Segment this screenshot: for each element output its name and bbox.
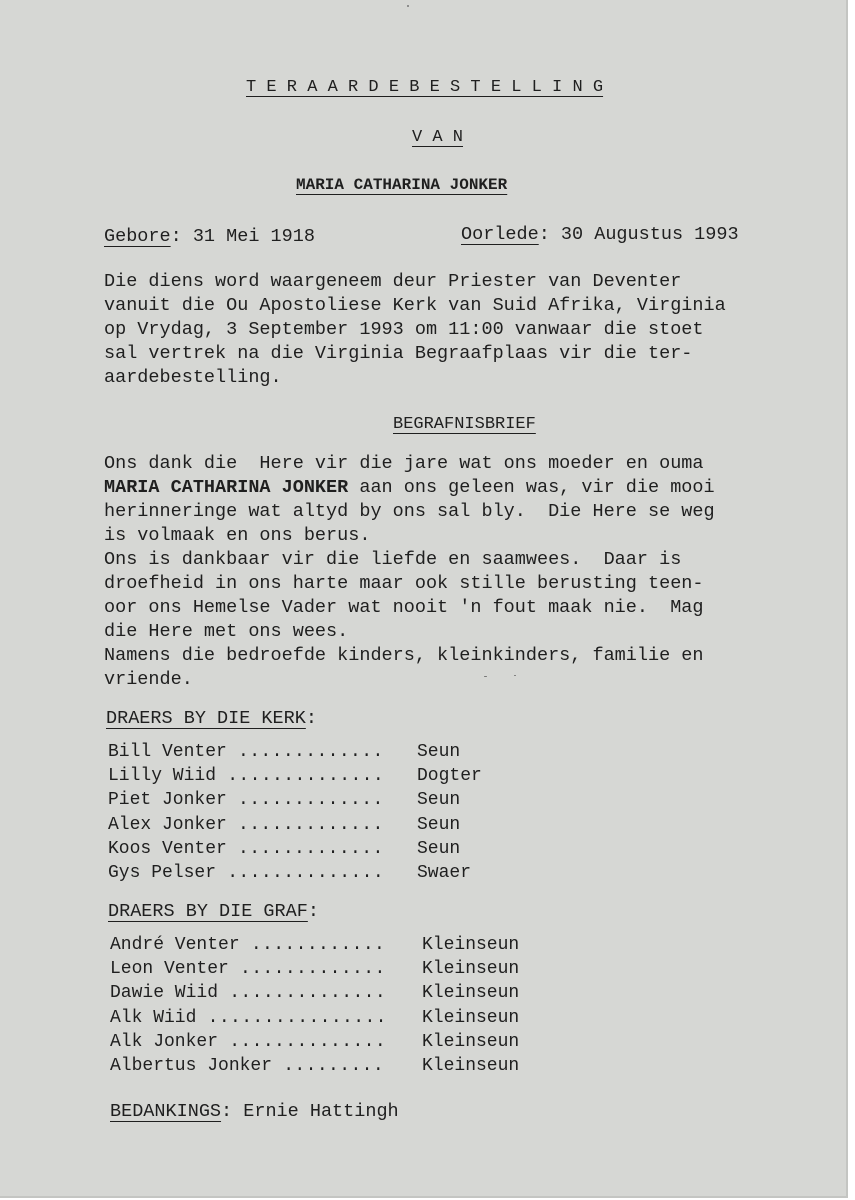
bearer-relation: Kleinseun	[422, 959, 520, 980]
letter-line: oor ons Hemelse Vader wat nooit 'n fout maak nie. Mag	[104, 597, 704, 618]
letter-line	[104, 476, 824, 500]
leader-dots: .............	[228, 959, 386, 980]
grave-bearers-heading-text: DRAERS BY DIE GRAF	[108, 901, 308, 922]
letter-line: Ons is dankbaar vir die liefde en saamwees. Daar is	[104, 549, 682, 570]
leader-dots: ................	[196, 1007, 387, 1028]
van-heading: V A N	[412, 128, 464, 147]
paper-speck	[514, 675, 516, 676]
church-bearers-heading-text: DRAERS BY DIE KERK	[106, 708, 306, 729]
death-date	[461, 223, 739, 247]
bearer-name: Gys Pelser	[108, 862, 217, 883]
bearer-row	[108, 837, 461, 861]
letter-deceased-name: MARIA CATHARINA JONKER	[104, 477, 349, 498]
service-line: aardebestelling.	[104, 367, 282, 388]
paper-speck	[484, 676, 487, 677]
letter-line-rest: aan ons geleen was, vir die mooi	[348, 477, 715, 498]
paper-speck	[407, 5, 409, 7]
bearer-name: Bill Venter	[108, 742, 227, 762]
bearer-relation: Dogter	[417, 766, 482, 787]
bearer-row	[110, 1006, 520, 1030]
bearer-row	[108, 813, 461, 837]
bearer-name: Alex Jonker	[108, 814, 227, 835]
bearer-row	[108, 740, 461, 764]
acknowledgements-value: : Ernie Hattingh	[221, 1101, 399, 1122]
bearer-name: Alk Wiid	[110, 1007, 197, 1028]
bearer-relation: Kleinseun	[422, 1031, 520, 1052]
death-value: : 30 Augustus 1993	[538, 224, 739, 245]
leader-dots: ..............	[218, 983, 387, 1004]
letter-line: Ons dank die Here vir die jare wat ons moeder en ouma	[104, 453, 704, 474]
heading-colon: :	[305, 708, 317, 729]
letter-heading: BEGRAFNISBRIEF	[393, 415, 536, 434]
church-bearers-heading	[106, 707, 317, 731]
bearer-row	[110, 1030, 520, 1054]
service-line: Die diens word waargeneem deur Priester van Deventer	[104, 271, 682, 292]
leader-dots: ............	[239, 935, 386, 955]
leader-dots: .............	[226, 790, 384, 811]
bearer-name: Koos Venter	[108, 838, 227, 859]
bearer-relation: Kleinseun	[422, 935, 520, 955]
bearer-row	[108, 788, 461, 812]
bearer-name: Piet Jonker	[108, 790, 227, 811]
birth-label: Gebore	[104, 226, 171, 247]
church-bearers-list	[108, 740, 482, 885]
bearer-relation: Swaer	[417, 862, 472, 883]
letter-paragraph	[104, 452, 824, 692]
bearer-relation: Kleinseun	[422, 983, 520, 1004]
bearer-name: Dawie Wiid	[110, 983, 219, 1004]
letter-line: vriende.	[104, 669, 193, 690]
grave-bearers-list	[110, 933, 520, 1078]
service-line: vanuit die Ou Apostoliese Kerk van Suid Afrika, Virginia	[104, 295, 726, 316]
acknowledgements-label: BEDANKINGS	[110, 1101, 222, 1122]
bearer-name: Alk Jonker	[110, 1031, 219, 1052]
birth-value: : 31 Mei 1918	[170, 226, 315, 247]
bearer-row	[110, 981, 520, 1005]
bearer-relation: Kleinseun	[422, 1007, 520, 1028]
service-line: op Vrydag, 3 September 1993 om 11:00 vanwaar die stoet	[104, 319, 704, 340]
leader-dots: .............	[226, 742, 384, 762]
grave-bearers-heading	[108, 900, 319, 924]
bearer-relation: Kleinseun	[422, 1055, 520, 1076]
leader-dots: ..............	[216, 766, 385, 787]
leader-dots: .........	[272, 1055, 385, 1076]
bearer-row	[108, 861, 472, 885]
letter-line: droefheid in ons harte maar ook stille berusting teen-	[104, 573, 704, 594]
bearer-row	[110, 957, 520, 981]
leader-dots: .............	[226, 814, 384, 835]
leader-dots: ..............	[216, 862, 385, 883]
bearer-relation: Seun	[417, 790, 461, 811]
letter-line: is volmaak en ons berus.	[104, 525, 371, 546]
birth-date	[104, 225, 315, 249]
bearer-row	[108, 764, 482, 788]
bearer-relation: Seun	[417, 742, 461, 762]
bearer-row	[110, 933, 520, 957]
service-paragraph	[104, 270, 824, 390]
letter-line: Namens die bedroefde kinders, kleinkinders, familie en	[104, 645, 704, 666]
bearer-relation: Seun	[417, 838, 461, 859]
deceased-name: MARIA CATHARINA JONKER	[296, 176, 508, 194]
acknowledgements	[110, 1100, 399, 1124]
letter-line: herinneringe wat altyd by ons sal bly. Die Here se weg	[104, 501, 715, 522]
heading-colon: :	[307, 901, 319, 922]
bearer-row	[110, 1054, 520, 1078]
bearer-relation: Seun	[417, 814, 461, 835]
death-label: Oorlede	[461, 224, 539, 245]
leader-dots: .............	[226, 838, 384, 859]
letter-line: die Here met ons wees.	[104, 621, 349, 642]
document-title: T E R A A R D E B E S T E L L I N G	[246, 78, 604, 97]
bearer-name: Lilly Wiid	[108, 766, 217, 787]
bearer-name: André Venter	[110, 935, 240, 955]
bearer-name: Leon Venter	[110, 959, 229, 980]
leader-dots: ..............	[218, 1031, 387, 1052]
bearer-name: Albertus Jonker	[110, 1055, 273, 1076]
service-line: sal vertrek na die Virginia Begraafplaas vir die ter-	[104, 343, 693, 364]
